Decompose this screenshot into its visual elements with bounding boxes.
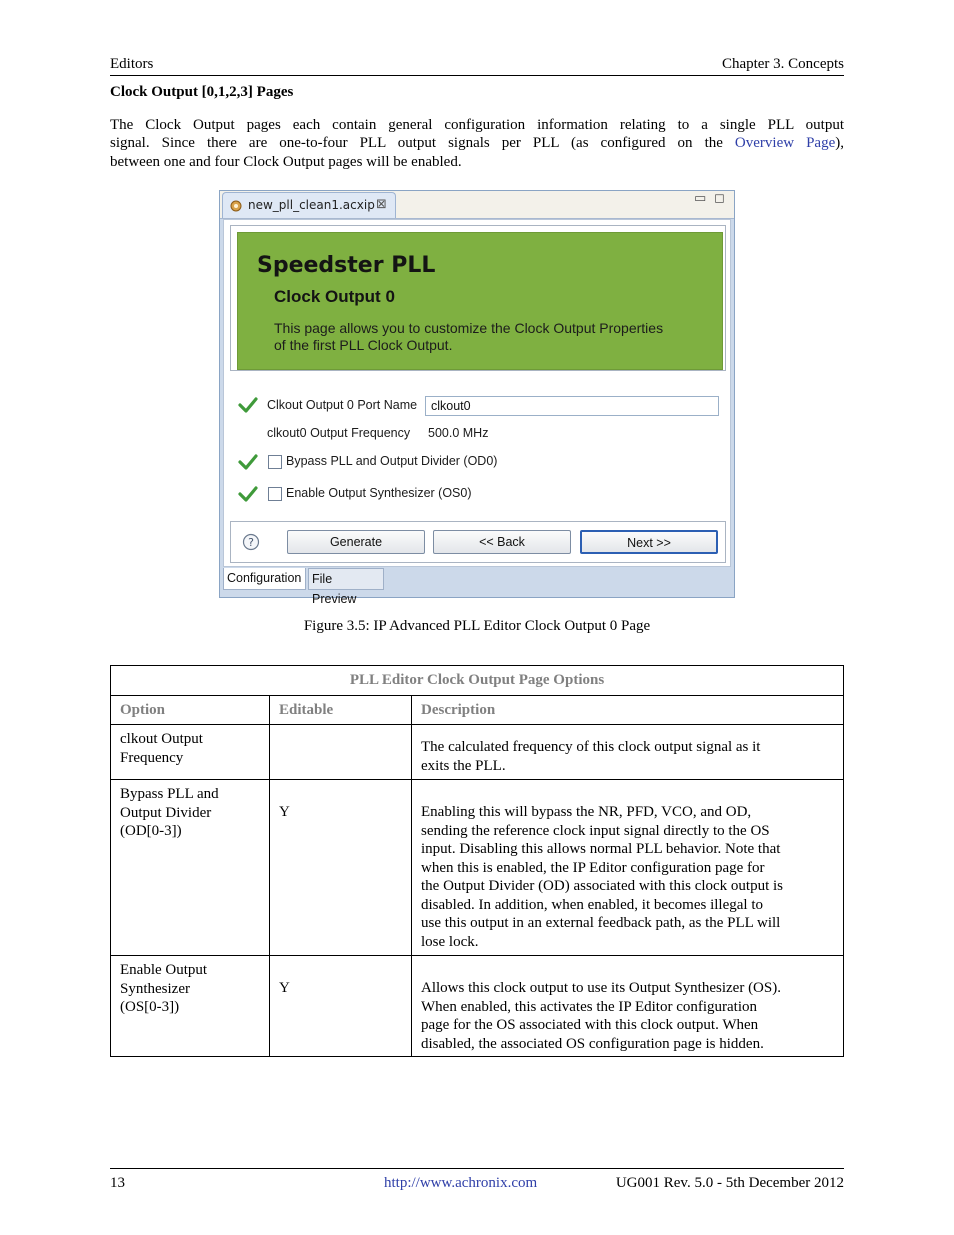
- footer-url-link[interactable]: http://www.achronix.com: [384, 1175, 538, 1191]
- option-cell: [111, 780, 270, 956]
- banner-desc-line-2: of the first PLL Clock Output.: [274, 337, 453, 353]
- editable-cell: [270, 725, 412, 780]
- banner-description: [274, 320, 714, 354]
- figure-caption: Figure 3.5: IP Advanced PLL Editor Clock Output 0 Page: [303, 618, 651, 634]
- checkmark-icon: [238, 454, 258, 470]
- desc-line: use this output in an external feedback path, as the PLL will: [421, 915, 781, 931]
- desc-line: page for the OS associated with this clock output. When: [421, 1017, 759, 1033]
- editor-file-tab[interactable]: [222, 192, 396, 218]
- col-header-editable: Editable: [270, 696, 412, 725]
- desc-line: the Output Divider (OD) associated with this clock output is: [421, 878, 784, 894]
- desc-line: The calculated frequency of this clock output signal as it: [421, 739, 761, 755]
- option-line: clkout Output: [120, 731, 203, 747]
- footer-rule: [110, 1168, 844, 1169]
- editor-pane: [223, 219, 731, 567]
- page-banner: [237, 232, 723, 370]
- desc-line: When enabled, this activates the IP Editor configuration: [421, 998, 758, 1015]
- option-cell: [111, 725, 270, 780]
- option-line: Enable Output: [120, 962, 208, 978]
- generate-button[interactable]: Generate: [287, 530, 425, 554]
- tab-configuration[interactable]: Configuration: [223, 568, 306, 590]
- overview-page-link[interactable]: Overview Page: [734, 135, 836, 151]
- option-line: Bypass PLL and: [120, 786, 219, 802]
- help-icon[interactable]: [242, 533, 260, 551]
- synthesizer-label: Enable Output Synthesizer (OS0): [286, 486, 472, 500]
- port-name-input[interactable]: clkout0: [425, 396, 719, 416]
- maximize-icon[interactable]: ◻: [714, 191, 725, 206]
- page-number: 13: [110, 1175, 125, 1191]
- bypass-checkbox[interactable]: [268, 455, 282, 469]
- header-rule: [110, 75, 844, 76]
- gear-icon: [229, 199, 243, 213]
- col-header-option: Option: [111, 696, 270, 725]
- minimize-icon[interactable]: ▭: [694, 191, 707, 206]
- banner-title: Speedster PLL: [257, 253, 436, 278]
- editor-screenshot: [219, 190, 735, 606]
- option-line: Frequency: [120, 749, 184, 766]
- section-heading: Clock Output [0,1,2,3] Pages: [110, 84, 294, 100]
- intro-line-2: [110, 134, 844, 153]
- desc-line: input. Disabling this allows normal PLL behavior. Note that: [421, 841, 781, 857]
- desc-line: disabled, the associated OS configuration page is hidden.: [421, 1035, 764, 1052]
- desc-line: lose lock.: [421, 933, 479, 950]
- svg-text:?: ?: [248, 536, 254, 549]
- desc-line: disabled. In addition, when enabled, it becomes illegal to: [421, 896, 763, 913]
- table-row: [111, 780, 844, 956]
- desc-line: exits the PLL.: [421, 757, 506, 774]
- table-row: [111, 956, 844, 1057]
- editor-tab-strip: [220, 191, 734, 219]
- bottom-tabs: [223, 568, 731, 606]
- option-line: (OS[0-3]): [120, 999, 180, 1015]
- bypass-label: Bypass PLL and Output Divider (OD0): [286, 454, 498, 468]
- editable-cell: Y: [270, 780, 412, 956]
- description-cell: [412, 780, 844, 956]
- checkmark-icon: [238, 486, 258, 502]
- option-line: Synthesizer: [120, 980, 190, 997]
- tab-file-preview[interactable]: File Preview: [308, 568, 384, 590]
- desc-line: Enabling this will bypass the NR, PFD, VCO, and OD,: [421, 804, 752, 820]
- description-cell: [412, 956, 844, 1057]
- close-icon[interactable]: ⊠: [376, 197, 387, 212]
- desc-line: when this is enabled, the IP Editor configuration page for: [421, 859, 765, 876]
- desc-line: sending the reference clock input signal directly to the OS: [421, 822, 770, 839]
- option-cell: [111, 956, 270, 1057]
- frequency-value: 500.0 MHz: [428, 426, 489, 440]
- description-cell: [412, 725, 844, 780]
- footer-doc-id: UG001 Rev. 5.0 - 5th December 2012: [615, 1175, 844, 1191]
- intro-line-1: The Clock Output pages each contain general configuration information relating to a single PLL output: [110, 117, 844, 133]
- port-name-label: Clkout Output 0 Port Name: [267, 398, 418, 412]
- checkmark-icon: [238, 397, 258, 413]
- back-button[interactable]: << Back: [433, 530, 571, 554]
- running-header-left: Editors: [110, 56, 154, 72]
- desc-line: Allows this clock output to use its Output Synthesizer (OS).: [421, 980, 781, 996]
- banner-desc-line-1: This page allows you to customize the Clock Output Properties: [274, 320, 664, 336]
- editor-file-name: new_pll_clean1.acxip: [248, 198, 375, 212]
- options-table: [110, 665, 844, 1057]
- running-header-right: Chapter 3. Concepts: [721, 56, 844, 72]
- intro-text: signal. Since there are one-to-four PLL output signals per PLL (as configured on the: [110, 135, 735, 151]
- intro-text-end: ),: [835, 135, 844, 151]
- intro-line-3: between one and four Clock Output pages will be enabled.: [110, 154, 462, 170]
- option-line: (OD[0-3]): [120, 823, 182, 839]
- synthesizer-checkbox[interactable]: [268, 487, 282, 501]
- button-bar: [230, 521, 726, 563]
- option-line: Output Divider: [120, 804, 212, 821]
- banner-frame: [230, 225, 726, 371]
- table-title: PLL Editor Clock Output Page Options: [111, 666, 844, 696]
- editable-cell: Y: [270, 956, 412, 1057]
- table-row: [111, 725, 844, 780]
- frequency-label: clkout0 Output Frequency: [267, 426, 411, 440]
- col-header-description: Description: [412, 696, 844, 725]
- banner-subtitle: Clock Output 0: [274, 287, 395, 306]
- next-button[interactable]: Next >>: [580, 530, 718, 554]
